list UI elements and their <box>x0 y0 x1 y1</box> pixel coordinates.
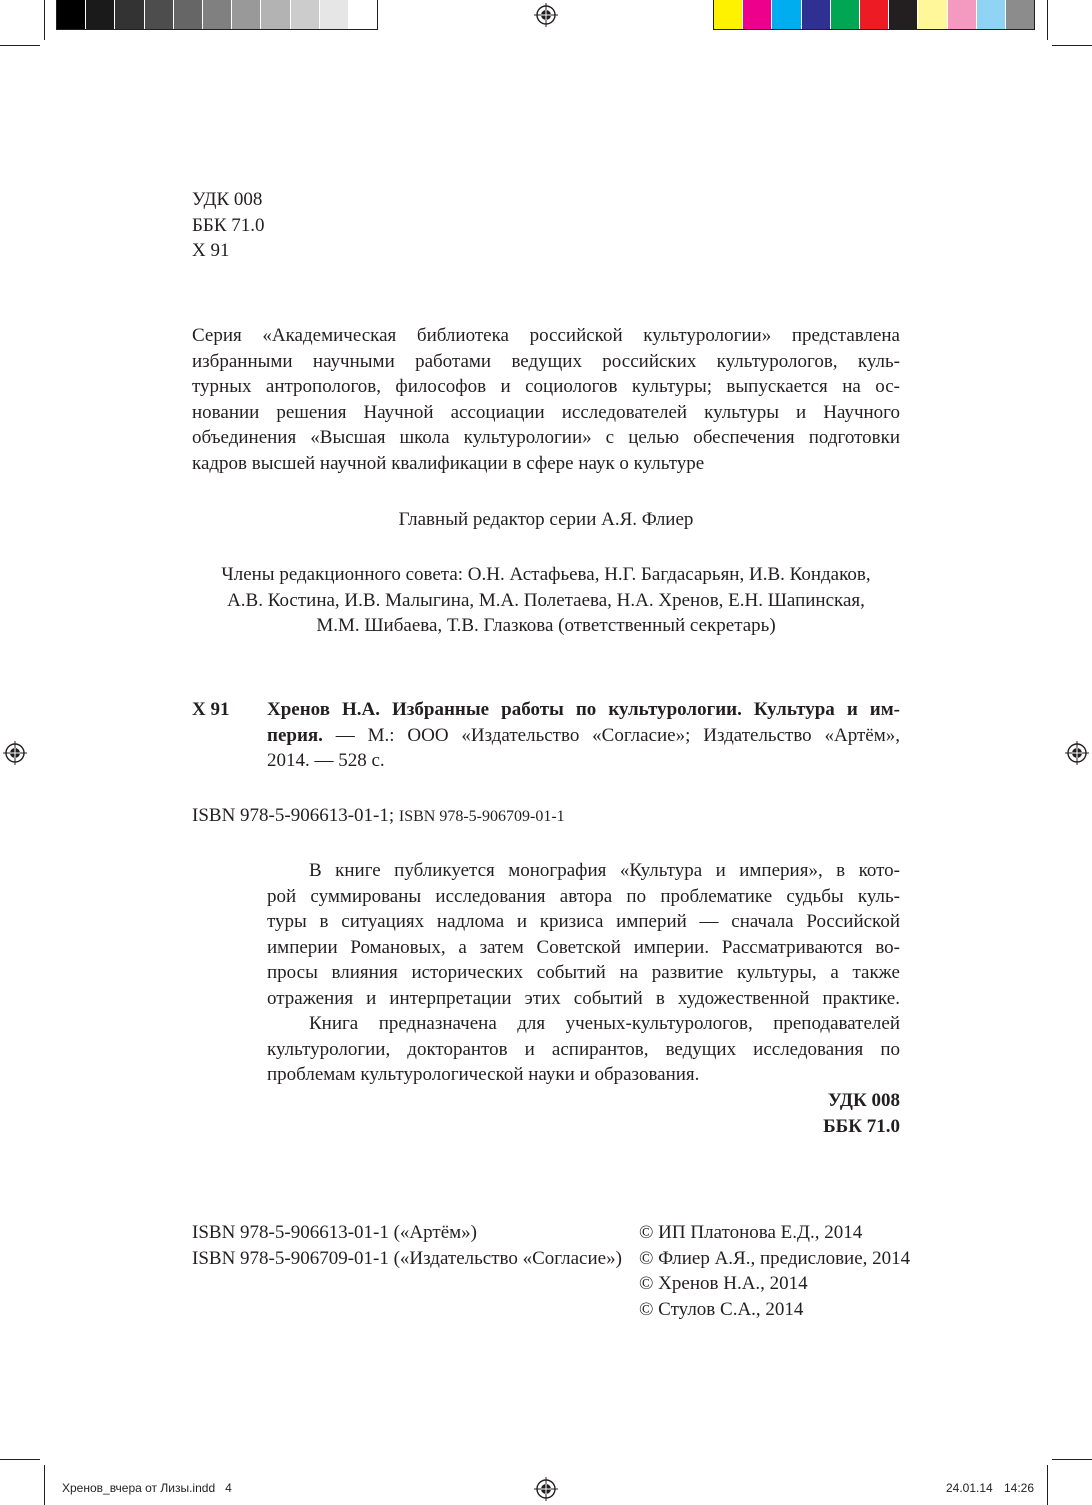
isbn-soglasie: ISBN 978-5-906709-01-1 («Издательство «Согласие») <box>192 1247 622 1269</box>
gray-swatch <box>319 0 348 29</box>
abstract-paragraph-1 <box>267 858 900 1011</box>
color-bar <box>713 0 1035 30</box>
gray-swatch <box>231 0 260 29</box>
color-swatch <box>1005 0 1034 29</box>
abstract-paragraph-2 <box>267 1011 900 1088</box>
entry-year-pages: 2014. — 528 с. <box>267 750 385 771</box>
color-swatch <box>742 0 771 29</box>
abstract-line: отражения и интерпретации этих событий в художественной практике. <box>267 987 900 1009</box>
registration-mark-bottom <box>534 1477 558 1501</box>
isbn-second: ISBN 978-5-906709-01-1 <box>398 808 565 825</box>
color-swatch <box>714 0 742 29</box>
registration-mark-top <box>534 3 558 27</box>
entry-publisher: — М.: ООО «Издательство «Согласие»; Издательство «Артём», <box>322 724 900 746</box>
abstract <box>267 858 900 1088</box>
copyright-line: © Стулов С.А., 2014 <box>639 1298 804 1320</box>
abstract-line: В книге публикуется монография «Культура и империя», в кото- <box>309 860 900 881</box>
udk-code-bottom: УДК 008 <box>827 1090 900 1111</box>
gray-swatch <box>173 0 202 29</box>
series-line: турных антропологов, философов и социологов культуры; выпускается на ос- <box>192 376 900 397</box>
gray-swatch <box>260 0 289 29</box>
crop-mark-bottom-right <box>1047 1465 1048 1505</box>
isbn-artem: ISBN 978-5-906613-01-1 («Артём») <box>192 1222 477 1243</box>
board-line: Члены редакционного совета: О.Н. Астафьева, Н.Г. Багдасарьян, И.В. Кондаков, <box>221 564 871 585</box>
classification-top <box>192 187 265 264</box>
color-swatch <box>801 0 830 29</box>
bbk-code-bottom: ББК 71.0 <box>823 1115 900 1137</box>
copyright-line: © ИП Платонова Е.Д., 2014 <box>639 1222 863 1243</box>
entry-author-mark: Х 91 <box>192 699 230 720</box>
color-swatch <box>947 0 976 29</box>
abstract-line: культурологии, докторантов и аспирантов, ведущих исследования по <box>267 1038 900 1060</box>
series-line: объединения «Высшая школа культурологии» с целью обеспечения подготовки <box>192 427 900 448</box>
isbn-line <box>192 803 565 830</box>
gray-swatch <box>144 0 173 29</box>
entry-title-end: перия. <box>267 724 323 746</box>
udk-code: УДК 008 <box>192 189 263 210</box>
slug-filename: Хренов_вчера от Лизы.indd 4 <box>62 1481 232 1495</box>
classification-bottom <box>700 1088 900 1139</box>
registration-mark-left <box>3 741 27 765</box>
series-line: избранными научными работами ведущих российских культурологов, куль- <box>192 350 900 372</box>
bbk-code: ББК 71.0 <box>192 214 265 236</box>
crop-mark-bottom-right-h <box>1052 1459 1092 1460</box>
crop-mark-bottom-left-h <box>0 1459 40 1460</box>
grayscale-bar <box>56 0 378 30</box>
crop-mark-top-left <box>44 0 45 40</box>
color-swatch <box>771 0 800 29</box>
registration-mark-right <box>1065 741 1089 765</box>
entry-publisher-line <box>267 723 900 749</box>
crop-mark-top-left-h <box>0 45 40 46</box>
series-line: новании решения Научной ассоциации исследователей культуры и Научного <box>192 401 900 423</box>
gray-swatch <box>57 0 85 29</box>
color-swatch <box>888 0 917 29</box>
series-line: Серия «Академическая библиотека российской культурологии» представлена <box>192 325 900 346</box>
board-line: М.М. Шибаева, Т.В. Глазкова (ответственный секретарь) <box>316 615 776 636</box>
series-description <box>192 323 900 476</box>
crop-mark-bottom-left <box>44 1465 45 1505</box>
crop-mark-top-right-h <box>1052 45 1092 46</box>
entry-title-bold: Хренов Н.А. Избранные работы по культурологии. Культура и им- <box>267 699 900 720</box>
abstract-line: туры в ситуациях надлома и кризиса империй — сначала Российской <box>267 911 900 932</box>
isbn-first: ISBN 978-5-906613-01-1; <box>192 805 399 826</box>
abstract-line: Книга предназначена для ученых-культурологов, преподавателей <box>309 1013 900 1034</box>
color-swatch <box>917 0 946 29</box>
isbn-list <box>192 1220 622 1271</box>
slug-date: 24.01.14 <box>946 1481 993 1495</box>
gray-swatch <box>348 0 377 29</box>
copyright-list <box>639 1220 910 1322</box>
abstract-line: проблемам культурологической науки и образования. <box>267 1064 700 1085</box>
abstract-line: рой суммированы исследования автора по проблематике судьбы куль- <box>267 885 900 907</box>
entry-title-line <box>267 697 900 723</box>
author-mark: Х 91 <box>192 240 230 261</box>
chief-editor: Главный редактор серии А.Я. Флиер <box>398 509 694 530</box>
copyright-line: © Хренов Н.А., 2014 <box>639 1273 808 1294</box>
bibliographic-entry <box>267 697 900 774</box>
color-swatch <box>830 0 859 29</box>
abstract-line: просы влияния исторических событий на развитие культуры, а также <box>267 962 900 983</box>
crop-mark-top-right <box>1047 0 1048 40</box>
color-swatch <box>859 0 888 29</box>
gray-swatch <box>290 0 319 29</box>
gray-swatch <box>85 0 114 29</box>
abstract-line: империи Романовых, а затем Советской империи. Рассматриваются во- <box>267 936 900 958</box>
series-line: кадров высшей научной квалификации в сфере наук о культуре <box>192 452 705 474</box>
copyright-line: © Флиер А.Я., предисловие, 2014 <box>639 1247 911 1269</box>
gray-swatch <box>114 0 143 29</box>
color-swatch <box>976 0 1005 29</box>
board-line: А.В. Костина, И.В. Малыгина, М.А. Полетаева, Н.А. Хренов, Е.Н. Шапинская, <box>227 589 865 611</box>
editorial-board <box>192 562 900 639</box>
gray-swatch <box>202 0 231 29</box>
slug-time: 14:26 <box>1004 1481 1035 1495</box>
